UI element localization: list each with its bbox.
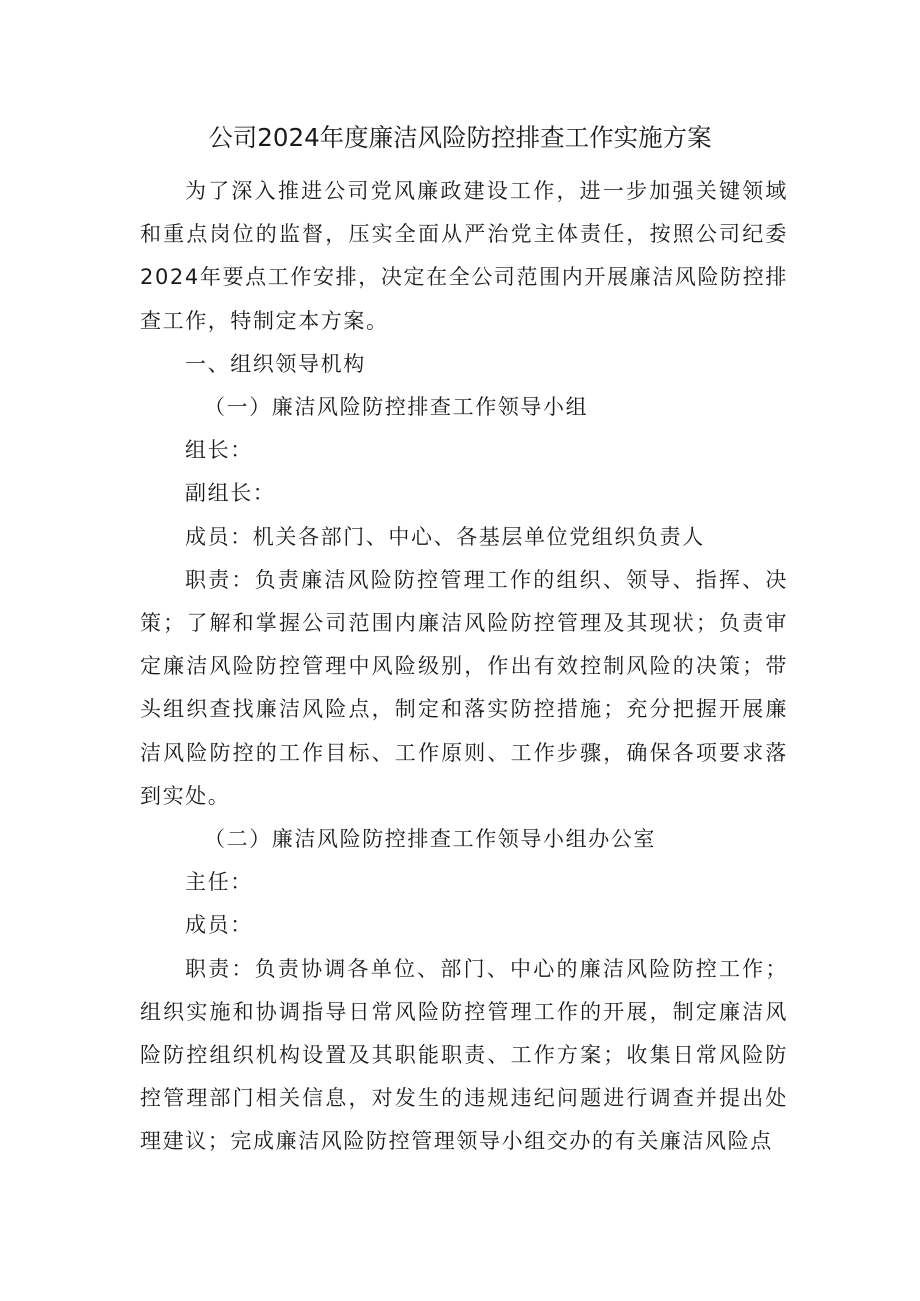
director-line: 主任： — [185, 870, 253, 895]
document-body — [140, 170, 788, 1164]
document-title: 公司2024年度廉洁风险防控排查工作实施方案 — [208, 123, 712, 152]
members-line: 成员：机关各部门、中心、各基层单位党组织负责人 — [185, 524, 705, 549]
office-members-line: 成员： — [185, 913, 253, 938]
intro-paragraph: 为了深入推进公司党风廉政建设工作，进一步加强关键领域和重点岗位的监督，压实全面从严治党主体责任，按照公司纪委2024年要点工作安排，决定在全公司范围内开展廉洁风险防控排查工作，特制定本方案。 — [140, 179, 788, 333]
deputy-leader-line: 副组长： — [185, 481, 276, 506]
subsection-heading-group-office: （二）廉洁风险防控排查工作领导小组办公室 — [204, 827, 656, 852]
subsection-heading-leading-group: （一）廉洁风险防控排查工作领导小组 — [204, 395, 589, 420]
office-duties-paragraph: 职责：负责协调各单位、部门、中心的廉洁风险防控工作；组织实施和协调指导日常风险防控管理工作的开展，制定廉洁风险防控组织机构设置及其职能职责、工作方案；收集日常风险防控管理部门相关信息，对发生的违规违纪问题进行调查并提出处理建议；完成廉洁风险防控管理领导小组交办的有关廉洁风险点 — [140, 956, 788, 1154]
leading-group-duties-paragraph: 职责：负责廉洁风险防控管理工作的组织、领导、指挥、决策；了解和掌握公司范围内廉洁风险防控管理及其现状；负责审定廉洁风险防控管理中风险级别，作出有效控制风险的决策；带头组织查找廉洁风险点，制定和落实防控措施；充分把握开展廉洁风险防控的工作目标、工作原则、工作步骤，确保各项要求落到实处。 — [140, 567, 788, 808]
section-heading-organization: 一、组织领导机构 — [185, 351, 366, 376]
leader-line: 组长： — [185, 438, 253, 463]
